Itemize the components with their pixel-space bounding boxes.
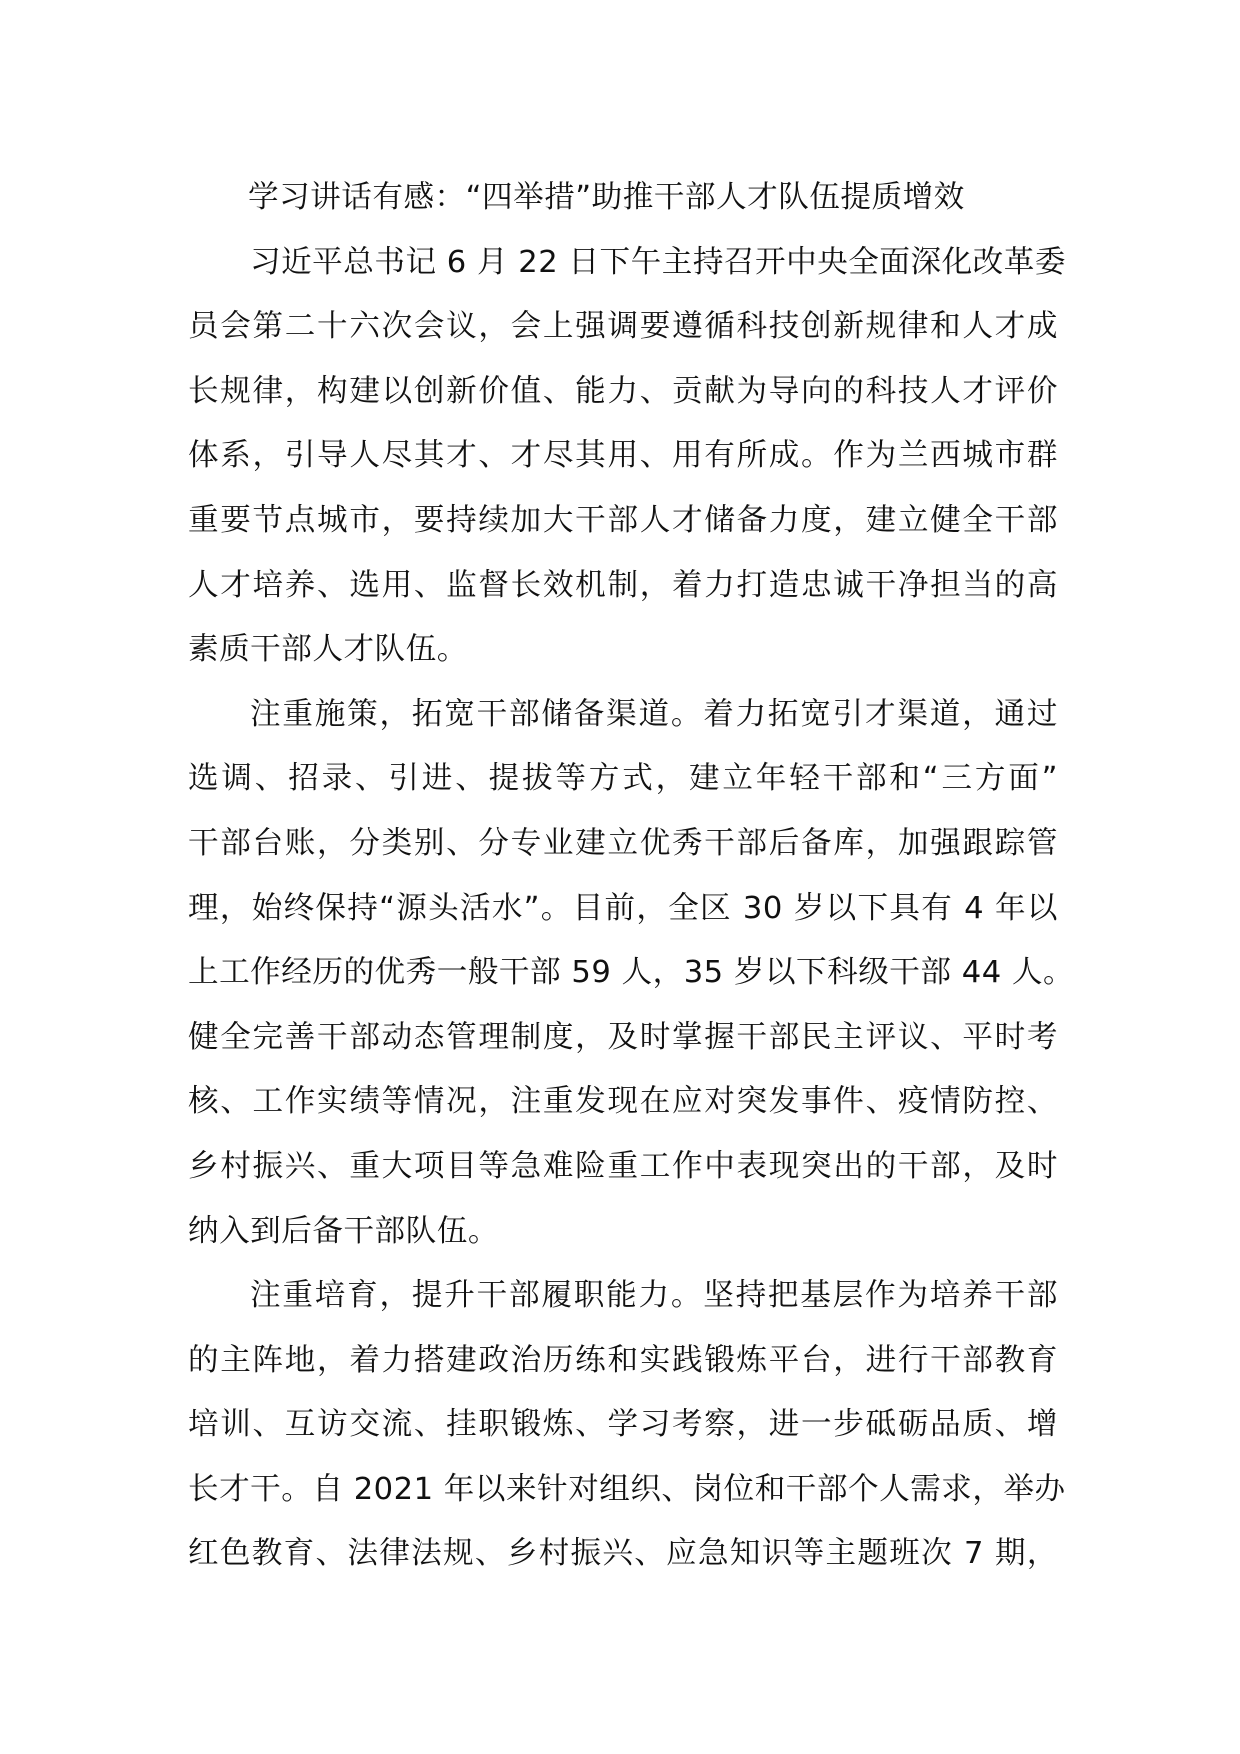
text-line: 体系，引导人尽其才、才尽其用、用有所成。作为兰西城市群 <box>188 438 1058 474</box>
text-line: 健全完善干部动态管理制度，及时掌握干部民主评议、平时考 <box>188 1019 1058 1055</box>
text-line: 注重施策，拓宽干部储备渠道。着力拓宽引才渠道，通过 <box>250 696 1058 732</box>
text-line: 乡村振兴、重大项目等急难险重工作中表现突出的干部，及时 <box>188 1148 1058 1184</box>
text-line: 人才培养、选用、监督长效机制，着力打造忠诚干净担当的高 <box>188 567 1058 603</box>
text-line: 重要节点城市，要持续加大干部人才储备力度，建立健全干部 <box>188 502 1058 538</box>
text-line: 长才干。自 2021 年以来针对组织、岗位和干部个人需求，举办 <box>188 1471 1066 1507</box>
text-line: 核、工作实绩等情况，注重发现在应对突发事件、疫情防控、 <box>188 1084 1058 1120</box>
text-line: 长规律，构建以创新价值、能力、贡献为导向的科技人才评价 <box>188 373 1058 409</box>
text-line: 员会第二十六次会议，会上强调要遵循科技创新规律和人才成 <box>188 309 1058 345</box>
text-line: 选调、招录、引进、提拔等方式，建立年轻干部和“三方面” <box>188 761 1058 797</box>
text-line: 注重培育，提升干部履职能力。坚持把基层作为培养干部 <box>250 1278 1058 1314</box>
text-line: 纳入到后备干部队伍。 <box>188 1213 499 1249</box>
text-line: 干部台账，分类别、分专业建立优秀干部后备库，加强跟踪管 <box>188 825 1058 861</box>
text-line: 培训、互访交流、挂职锻炼、学习考察，进一步砥砺品质、增 <box>188 1407 1058 1443</box>
paragraph-capability <box>188 1264 1066 1587</box>
paragraph-reserve-channels <box>188 683 1075 1264</box>
paragraph-intro <box>188 231 1066 683</box>
text-line: 理，始终保持“源头活水”。目前，全区 30 岁以下具有 4 年以 <box>188 890 1058 926</box>
text-line: 的主阵地，着力搭建政治历练和实践锻炼平台，进行干部教育 <box>188 1342 1058 1378</box>
text-line: 上工作经历的优秀一般干部 59 人，35 岁以下科级干部 44 人。 <box>188 955 1075 991</box>
text-line: 红色教育、法律法规、乡村振兴、应急知识等主题班次 7 期， <box>188 1536 1058 1572</box>
document-title: 学习讲话有感：“四举措”助推干部人才队伍提质增效 <box>248 180 965 215</box>
text-line: 习近平总书记 6 月 22 日下午主持召开中央全面深化改革委 <box>250 244 1066 280</box>
document-page <box>188 166 1075 1587</box>
text-line: 素质干部人才队伍。 <box>188 632 468 668</box>
